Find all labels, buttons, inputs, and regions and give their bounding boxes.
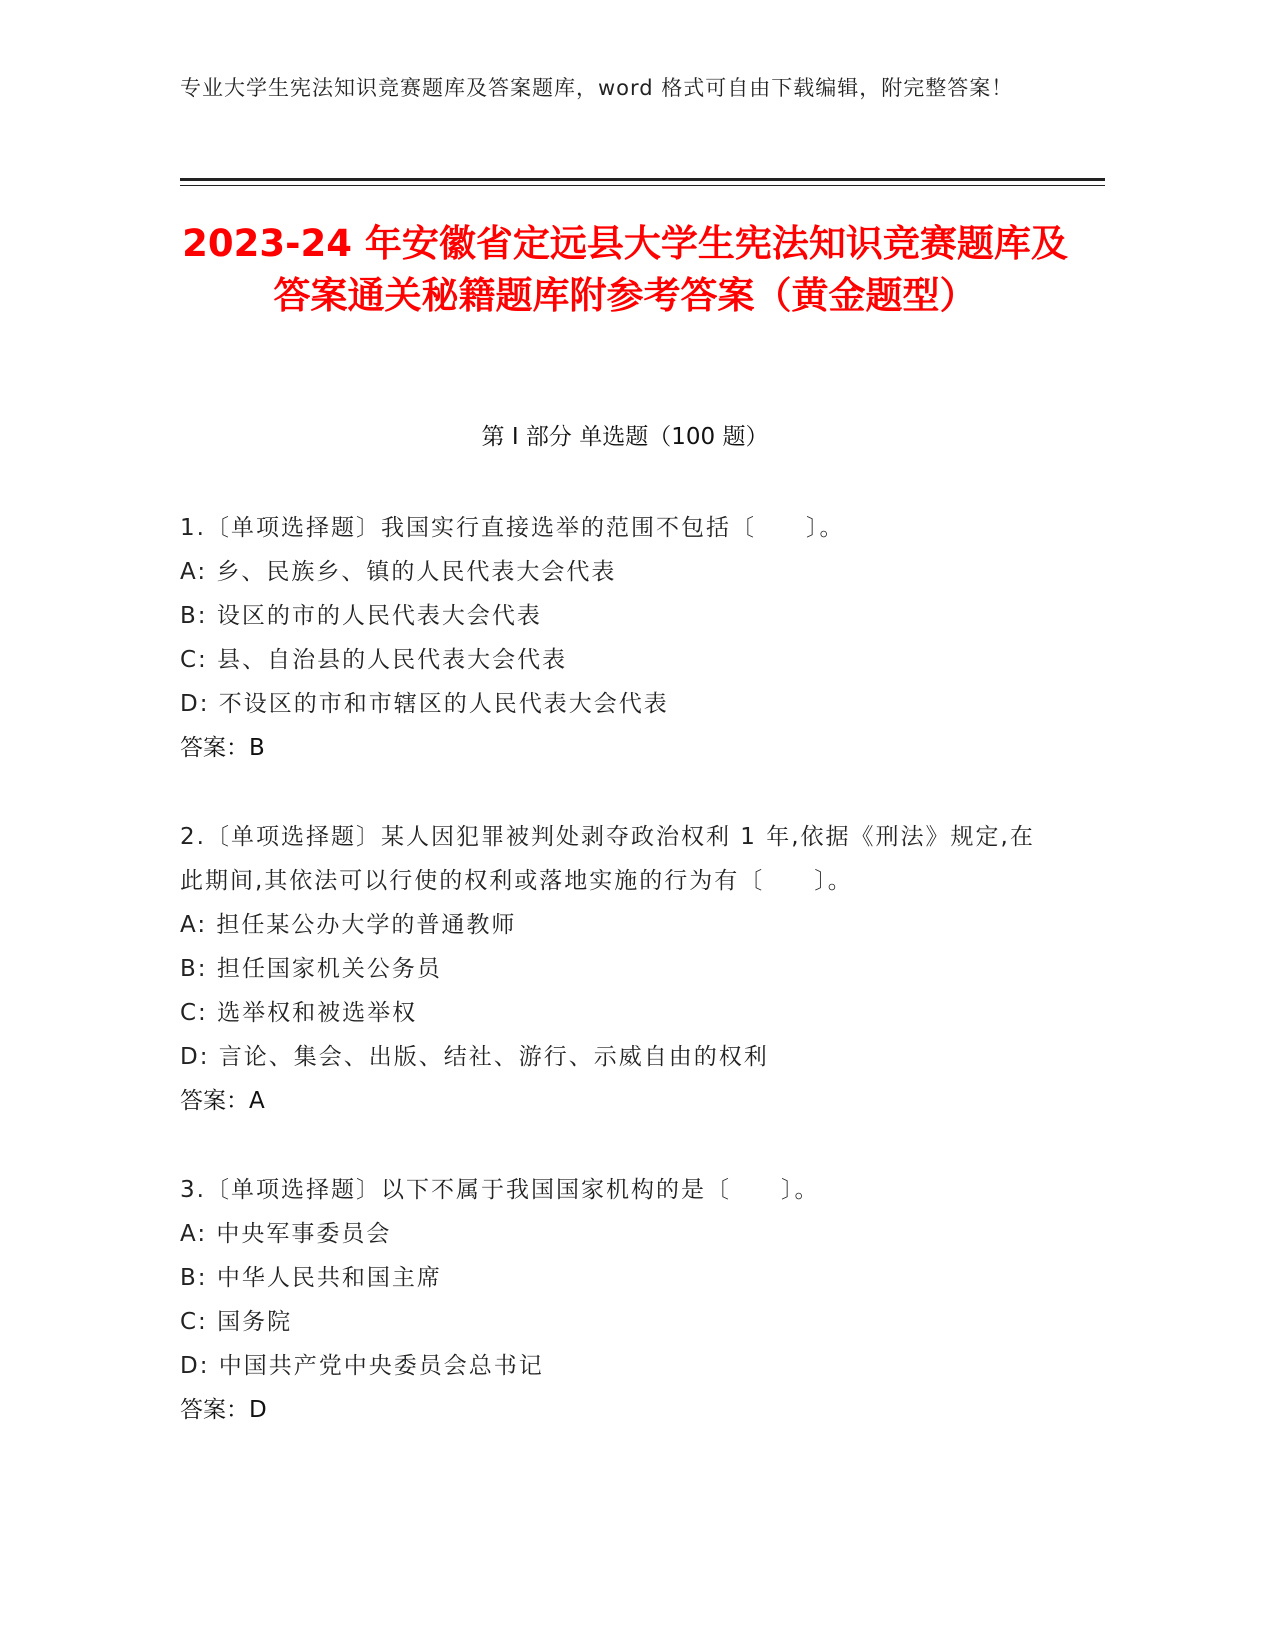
option-b: B: 中华人民共和国主席 [180, 1265, 442, 1291]
question-stem: 3.〔单项选择题〕以下不属于我国国家机构的是〔 〕。 [180, 1177, 820, 1203]
option-c: C: 选举权和被选举权 [180, 1000, 418, 1026]
option-d: D: 中国共产党中央委员会总书记 [180, 1353, 544, 1379]
question-2 [180, 815, 1040, 1123]
option-c: C: 国务院 [180, 1309, 293, 1335]
option-a: A: 中央军事委员会 [180, 1221, 392, 1247]
answer-line: 答案：D [180, 1397, 267, 1423]
header-divider-thin [180, 185, 1105, 186]
option-d: D: 言论、集会、出版、结社、游行、示威自由的权利 [180, 1044, 769, 1070]
option-b: B: 担任国家机关公务员 [180, 956, 442, 982]
option-b: B: 设区的市的人民代表大会代表 [180, 603, 542, 629]
option-a: A: 担任某公办大学的普通教师 [180, 912, 517, 938]
question-stem: 2.〔单项选择题〕某人因犯罪被判处剥夺政治权利 1 年,依据《刑法》规定,在此期间,其依法可以行使的权利或落地实施的行为有〔 〕。 [180, 824, 1035, 894]
header-divider-thick [180, 178, 1105, 181]
document-title: 2023-24 年安徽省定远县大学生宪法知识竞赛题库及答案通关秘籍题库附参考答案（黄金题型） [182, 222, 1068, 317]
answer-line: 答案：B [180, 735, 265, 761]
option-d: D: 不设区的市和市辖区的人民代表大会代表 [180, 691, 669, 717]
question-list [180, 506, 1040, 1477]
header-note: 专业大学生宪法知识竞赛题库及答案题库，word 格式可自由下载编辑，附完整答案！ [180, 76, 1014, 100]
option-c: C: 县、自治县的人民代表大会代表 [180, 647, 568, 673]
option-a: A: 乡、民族乡、镇的人民代表大会代表 [180, 559, 617, 585]
section-heading: 第 I 部分 单选题（100 题） [481, 424, 769, 450]
question-1 [180, 506, 1040, 770]
answer-line: 答案：A [180, 1088, 265, 1114]
question-stem: 1.〔单项选择题〕我国实行直接选举的范围不包括〔 〕。 [180, 515, 845, 541]
question-3 [180, 1168, 1040, 1432]
